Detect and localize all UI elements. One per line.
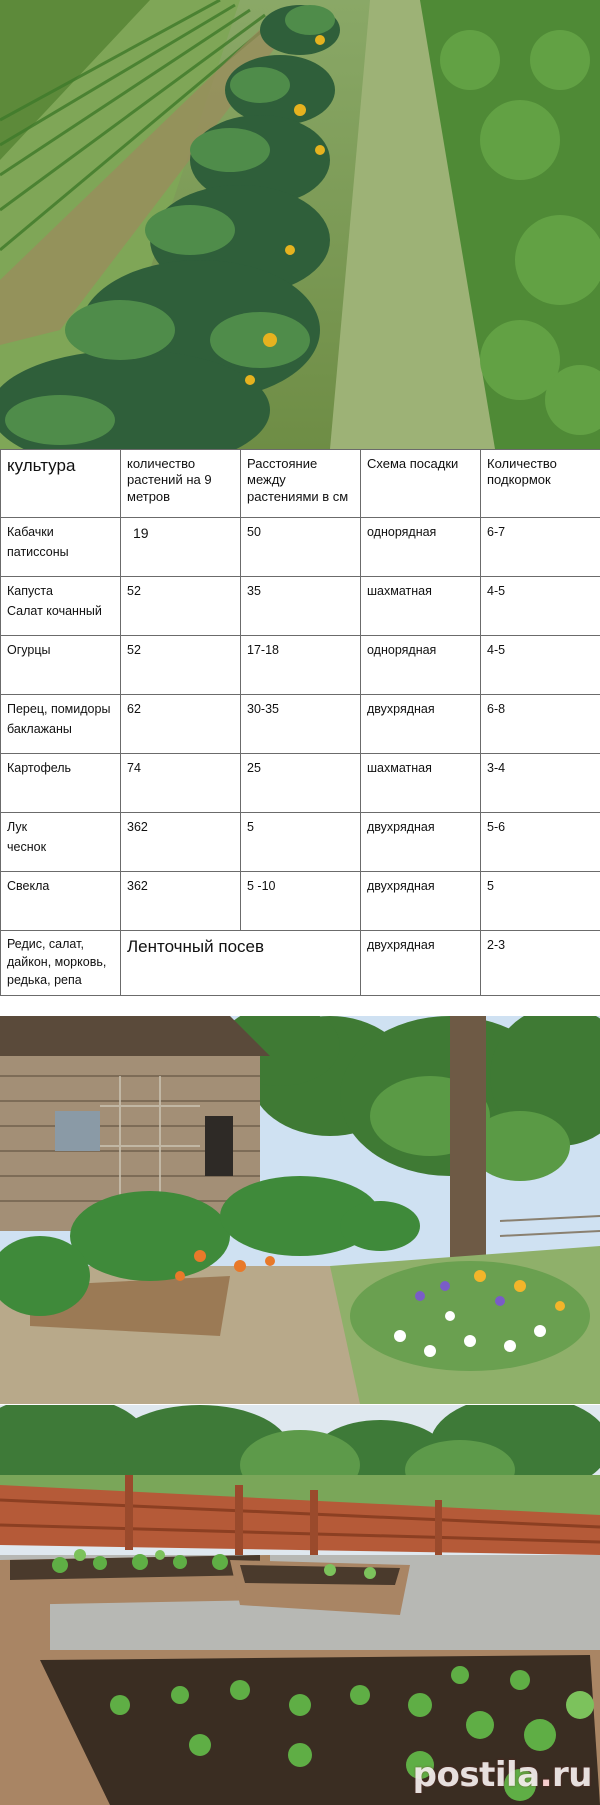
cell-count-and-distance: Ленточный посев — [121, 931, 361, 996]
cell-culture: Свекла — [1, 872, 121, 931]
watermark-logo — [413, 1755, 592, 1795]
watermark-tld: ru — [552, 1755, 592, 1795]
cell-feedings: 5 — [481, 872, 600, 931]
table-row — [1, 872, 600, 931]
photo-raised-beds — [0, 1405, 600, 1805]
cell-distance: 5 — [241, 813, 361, 872]
header-culture: культура — [1, 450, 121, 518]
cell-feedings: 6-7 — [481, 518, 600, 577]
cell-feedings: 6-8 — [481, 695, 600, 754]
cell-scheme: шахматная — [361, 577, 481, 636]
cell-culture: Капуста Салат кочанный — [1, 577, 121, 636]
cell-feedings: 4-5 — [481, 636, 600, 695]
cell-scheme: шахматная — [361, 754, 481, 813]
table-row — [1, 931, 600, 996]
cell-distance: 50 — [241, 518, 361, 577]
cell-scheme: двухрядная — [361, 695, 481, 754]
watermark-dot: . — [539, 1755, 553, 1795]
cell-count: 52 — [121, 636, 241, 695]
cell-distance: 30-35 — [241, 695, 361, 754]
header-scheme: Схема посадки — [361, 450, 481, 518]
cell-scheme: двухрядная — [361, 872, 481, 931]
cell-culture: Редис, салат, дайкон, морковь, редька, репа — [1, 931, 121, 996]
cell-feedings: 3-4 — [481, 754, 600, 813]
cell-count: 74 — [121, 754, 241, 813]
header-count: количество растений на 9 метров — [121, 450, 241, 518]
cell-count: 52 — [121, 577, 241, 636]
table-header-row — [1, 450, 600, 518]
cell-scheme: однорядная — [361, 518, 481, 577]
cell-count: 62 — [121, 695, 241, 754]
watermark-main: postila — [412, 1755, 540, 1795]
cell-culture: Лук чеснок — [1, 813, 121, 872]
cell-culture: Картофель — [1, 754, 121, 813]
table-row — [1, 518, 600, 577]
cell-feedings: 5-6 — [481, 813, 600, 872]
cell-culture: Огурцы — [1, 636, 121, 695]
header-distance: Расстояние между растениями в см — [241, 450, 361, 518]
cell-distance: 25 — [241, 754, 361, 813]
cell-scheme: однорядная — [361, 636, 481, 695]
header-feedings: Количество подкормок — [481, 450, 600, 518]
cell-count: 19 — [121, 518, 241, 577]
cell-count: 362 — [121, 872, 241, 931]
table-row — [1, 577, 600, 636]
cell-distance: 5 -10 — [241, 872, 361, 931]
cell-distance: 17-18 — [241, 636, 361, 695]
cell-scheme: двухрядная — [361, 813, 481, 872]
photo-cabbage-rows — [0, 0, 600, 449]
table-row — [1, 754, 600, 813]
table-row — [1, 636, 600, 695]
cell-culture: Кабачки патиссоны — [1, 518, 121, 577]
table-row — [1, 695, 600, 754]
cell-culture: Перец, помидоры баклажаны — [1, 695, 121, 754]
table-row — [1, 813, 600, 872]
cell-count: 362 — [121, 813, 241, 872]
cell-feedings: 2-3 — [481, 931, 600, 996]
cell-feedings: 4-5 — [481, 577, 600, 636]
planting-table — [0, 449, 600, 996]
cell-distance: 35 — [241, 577, 361, 636]
cell-scheme: двухрядная — [361, 931, 481, 996]
photo-shed-garden — [0, 1016, 600, 1404]
